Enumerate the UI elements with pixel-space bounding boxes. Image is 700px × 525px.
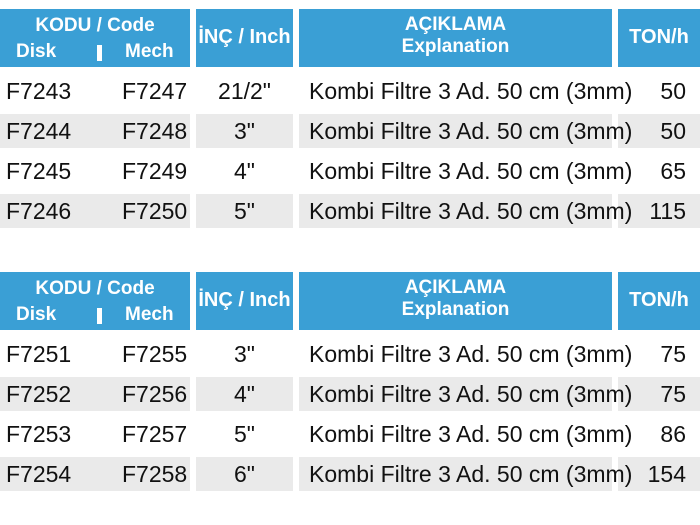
- table-row: [0, 191, 700, 231]
- header-code: [0, 272, 190, 330]
- cell-mech: F7255: [122, 341, 188, 367]
- header-inch: [196, 272, 293, 330]
- header-inch-label: İNÇ / Inch: [198, 289, 291, 311]
- cell-disk: F7244: [6, 118, 72, 144]
- header-disk: Disk: [16, 41, 57, 62]
- cell-inch: 6": [234, 461, 255, 487]
- cell-disk: F7246: [6, 198, 72, 224]
- cell-disk: F7253: [6, 421, 72, 447]
- cell-explanation: Kombi Filtre 3 Ad. 50 cm (3mm): [309, 198, 633, 224]
- cell-mech: F7250: [122, 198, 188, 224]
- cell-mech: F7256: [122, 381, 188, 407]
- header-ton: [618, 272, 700, 330]
- cell-inch: 4": [234, 381, 255, 407]
- header-ton-label: TON/h: [629, 289, 689, 311]
- header-explanation-en: Explanation: [401, 299, 510, 320]
- cell-mech: F7249: [122, 158, 188, 184]
- header-explanation-tr: AÇIKLAMA: [404, 14, 507, 35]
- cell-disk: F7252: [6, 381, 72, 407]
- header-disk: Disk: [16, 304, 57, 325]
- header-separator: [97, 308, 102, 324]
- header-explanation: [299, 9, 612, 67]
- cell-inch: 3": [234, 341, 255, 367]
- cell-inch: 3": [234, 118, 255, 144]
- header-code-title: KODU / Code: [35, 278, 155, 299]
- cell-ton: 75: [660, 341, 686, 367]
- cell-mech: F7247: [122, 78, 188, 104]
- cell-ton: 115: [649, 198, 686, 224]
- table-row: [0, 111, 700, 151]
- cell-ton: 154: [647, 461, 686, 487]
- cell-mech: F7257: [122, 421, 188, 447]
- table-row: [0, 454, 700, 494]
- header-inch: [196, 9, 293, 67]
- cell-disk: F7245: [6, 158, 72, 184]
- header-ton: [618, 9, 700, 67]
- cell-explanation: Kombi Filtre 3 Ad. 50 cm (3mm): [309, 421, 633, 447]
- table-row: [0, 334, 700, 374]
- cell-explanation: Kombi Filtre 3 Ad. 50 cm (3mm): [309, 78, 633, 104]
- table-row: [0, 151, 700, 191]
- cell-disk: F7251: [6, 341, 72, 367]
- cell-ton: 50: [660, 78, 686, 104]
- cell-inch: 4": [234, 158, 255, 184]
- cell-explanation: Kombi Filtre 3 Ad. 50 cm (3mm): [309, 341, 633, 367]
- header-ton-label: TON/h: [629, 26, 689, 48]
- table-header: [0, 9, 700, 67]
- table-row: [0, 374, 700, 414]
- cell-inch: 5": [234, 198, 255, 224]
- cell-disk: F7243: [6, 78, 72, 104]
- cell-explanation: Kombi Filtre 3 Ad. 50 cm (3mm): [309, 381, 633, 407]
- cell-ton: 75: [660, 381, 686, 407]
- header-explanation-en: Explanation: [401, 36, 510, 57]
- header-code-title: KODU / Code: [35, 15, 155, 36]
- cell-inch: 21/2": [218, 78, 271, 104]
- header-mech: Mech: [125, 304, 174, 325]
- cell-mech: F7258: [122, 461, 188, 487]
- table-row: [0, 71, 700, 111]
- cell-inch: 5": [234, 421, 255, 447]
- cell-explanation: Kombi Filtre 3 Ad. 50 cm (3mm): [309, 158, 633, 184]
- header-mech: Mech: [125, 41, 174, 62]
- table-header: [0, 272, 700, 330]
- cell-ton: 50: [660, 118, 686, 144]
- cell-explanation: Kombi Filtre 3 Ad. 50 cm (3mm): [309, 118, 633, 144]
- product-table-2: [0, 272, 700, 494]
- cell-ton: 65: [660, 158, 686, 184]
- cell-explanation: Kombi Filtre 3 Ad. 50 cm (3mm): [309, 461, 633, 487]
- header-separator: [97, 45, 102, 61]
- header-code: [0, 9, 190, 67]
- cell-ton: 86: [660, 421, 686, 447]
- header-inch-label: İNÇ / Inch: [198, 26, 291, 48]
- product-table-1: [0, 9, 700, 231]
- header-explanation-tr: AÇIKLAMA: [404, 277, 507, 298]
- cell-disk: F7254: [6, 461, 72, 487]
- header-explanation: [299, 272, 612, 330]
- table-row: [0, 414, 700, 454]
- cell-mech: F7248: [122, 118, 188, 144]
